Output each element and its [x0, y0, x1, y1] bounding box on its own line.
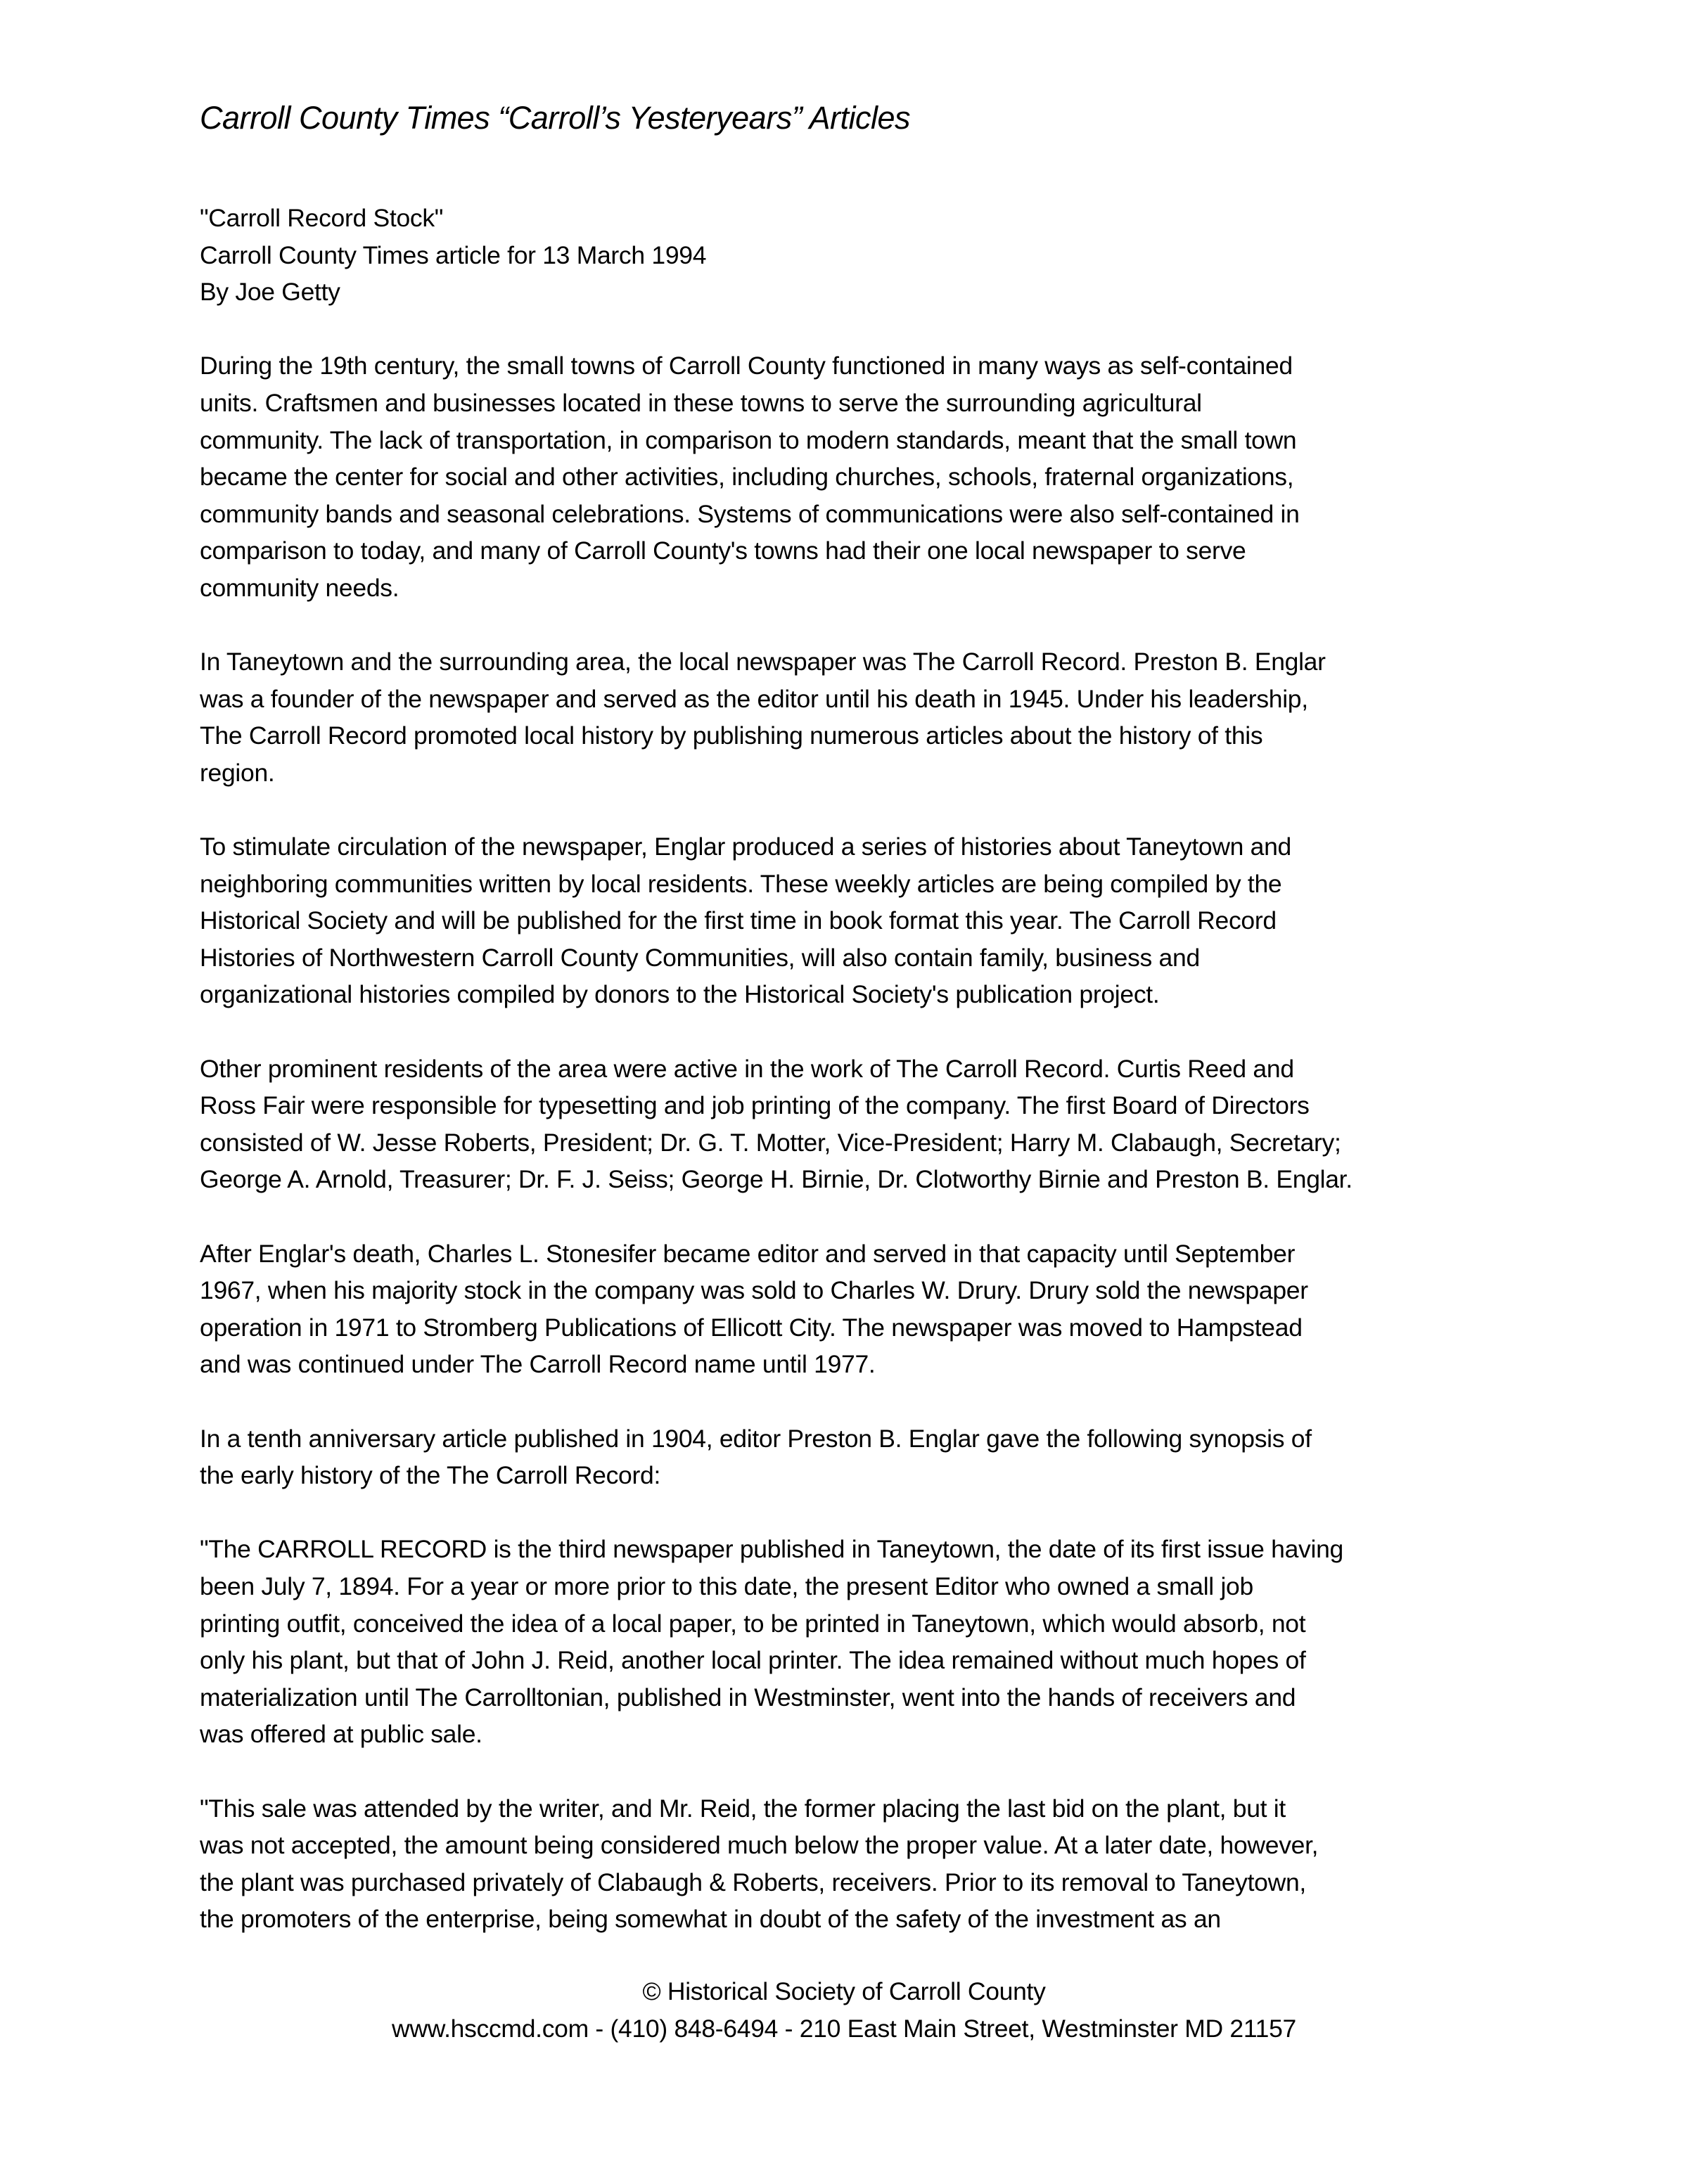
paragraph-line: was a founder of the newspaper and served as the editor until his death in 1945. Under his leadership, — [200, 684, 1308, 713]
paragraph-line: "The CARROLL RECORD is the third newspaper published in Taneytown, the date of its first issue having — [200, 1535, 1343, 1564]
footer-contact: www.hsccmd.com - (410) 848-6494 - 210 East Main Street, Westminster MD 21157 — [392, 2015, 1296, 2043]
paragraph-line: was offered at public sale. — [200, 1720, 482, 1749]
paragraph-line: In Taneytown and the surrounding area, the local newspaper was The Carroll Record. Preston B. Englar — [200, 648, 1326, 676]
paragraph-line: comparison to today, and many of Carroll County's towns had their one local newspaper to serve — [200, 537, 1246, 565]
paragraph-line: organizational histories compiled by donors to the Historical Society's publication project. — [200, 980, 1160, 1009]
paragraph-line: Histories of Northwestern Carroll County Communities, will also contain family, business and — [200, 943, 1200, 972]
paragraph — [200, 1790, 1353, 1938]
paragraph-line: Historical Society and will be published for the first time in book format this year. The Carroll Record — [200, 906, 1277, 935]
paragraph-line: consisted of W. Jesse Roberts, President; Dr. G. T. Motter, Vice-President; Harry M. Clabaugh, Secretary; — [200, 1128, 1341, 1157]
paragraph-line: only his plant, but that of John J. Reid, another local printer. The idea remained without much hopes of — [200, 1646, 1306, 1675]
paragraph-line: "This sale was attended by the writer, and Mr. Reid, the former placing the last bid on the plant, but it — [200, 1794, 1286, 1823]
paragraph — [200, 1531, 1353, 1753]
paragraph-line: region. — [200, 758, 275, 787]
paragraph-line: community bands and seasonal celebrations. Systems of communications were also self-contained in — [200, 499, 1300, 528]
paragraph-line: became the center for social and other activities, including churches, schools, fraternal organizations, — [200, 463, 1294, 492]
paragraph-line: the promoters of the enterprise, being somewhat in doubt of the safety of the investment as an — [200, 1905, 1221, 1934]
paragraph-line: the plant was purchased privately of Clabaugh & Roberts, receivers. Prior to its removal to Taneytown, — [200, 1868, 1306, 1896]
document-header-title: Carroll County Times “Carroll’s Yesteryears” Articles — [200, 100, 911, 136]
paragraph-line: Other prominent residents of the area were active in the work of The Carroll Record. Curtis Reed and — [200, 1054, 1294, 1083]
paragraph-line: George A. Arnold, Treasurer; Dr. F. J. Seiss; George H. Birnie, Dr. Clotworthy Birnie and Preston B. Englar. — [200, 1165, 1353, 1194]
paragraph — [200, 1235, 1353, 1383]
article-byline: By Joe Getty — [200, 278, 340, 307]
paragraph — [200, 1420, 1353, 1494]
paragraph-line: printing outfit, conceived the idea of a local paper, to be printed in Taneytown, which would absorb, not — [200, 1609, 1306, 1638]
paragraph — [200, 1051, 1353, 1198]
paragraph-line: operation in 1971 to Stromberg Publications of Ellicott City. The newspaper was moved to Hampstead — [200, 1313, 1303, 1342]
paragraph-line: materialization until The Carrolltonian, published in Westminster, went into the hands of receivers and — [200, 1683, 1296, 1711]
paragraph-line: In a tenth anniversary article published in 1904, editor Preston B. Englar gave the following synopsis of — [200, 1424, 1312, 1453]
footer-copyright: © Historical Society of Carroll County — [642, 1977, 1046, 2005]
paragraph-line: units. Craftsmen and businesses located in these towns to serve the surrounding agricultural — [200, 388, 1202, 417]
paragraph — [200, 347, 1353, 606]
paragraph-line: and was continued under The Carroll Record name until 1977. — [200, 1350, 876, 1379]
paragraph-line: community needs. — [200, 573, 399, 602]
paragraph-line: During the 19th century, the small towns of Carroll County functioned in many ways as self-contained — [200, 352, 1293, 380]
paragraph-line: the early history of the The Carroll Record: — [200, 1461, 661, 1490]
paragraph-line: was not accepted, the amount being considered much below the proper value. At a later date, however, — [200, 1831, 1319, 1860]
page-footer — [0, 1973, 1688, 2048]
article-headline: "Carroll Record Stock" — [200, 204, 444, 232]
paragraph-line: been July 7, 1894. For a year or more prior to this date, the present Editor who owned a small job — [200, 1572, 1253, 1600]
paragraph-line: After Englar's death, Charles L. Stonesifer became editor and served in that capacity until September — [200, 1239, 1296, 1268]
article-source: Carroll County Times article for 13 March 1994 — [200, 240, 707, 269]
article-body — [200, 200, 1353, 1938]
paragraph-line: neighboring communities written by local residents. These weekly articles are being compiled by the — [200, 869, 1282, 898]
paragraph — [200, 643, 1353, 791]
paragraph-line: Ross Fair were responsible for typesetting and job printing of the company. The first Board of Directors — [200, 1091, 1310, 1120]
paragraph-line: community. The lack of transportation, in comparison to modern standards, meant that the small town — [200, 425, 1297, 454]
paragraph-line: 1967, when his majority stock in the company was sold to Charles W. Drury. Drury sold the newspaper — [200, 1276, 1308, 1305]
paragraph-line: The Carroll Record promoted local history by publishing numerous articles about the history of this — [200, 721, 1263, 750]
paragraph-line: To stimulate circulation of the newspaper, Englar produced a series of histories about Taneytown and — [200, 833, 1292, 861]
paragraph — [200, 828, 1353, 1013]
